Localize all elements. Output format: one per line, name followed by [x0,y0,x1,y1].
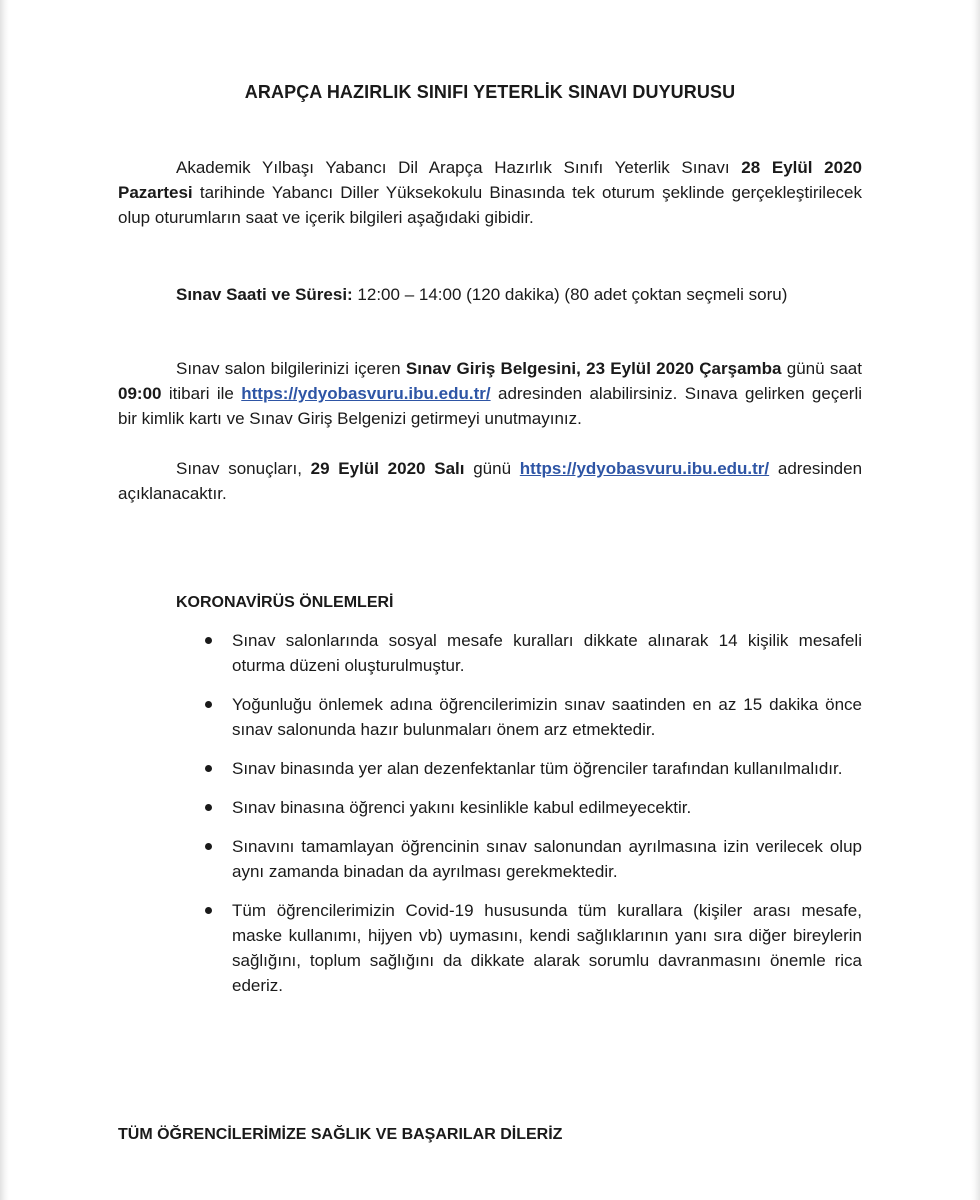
bullet-icon [205,907,212,914]
list-item-text: Sınav binasında yer alan dezenfektanlar tüm öğrenciler tarafından kullanılmalıdır. [232,759,843,778]
entry-text-3: itibari ile [161,384,242,403]
bullet-icon [205,637,212,644]
results-date: 29 Eylül 2020 Salı [310,459,465,478]
exam-time-value: 12:00 – 14:00 (120 dakika) (80 adet çoktan seçmeli soru) [352,285,788,304]
intro-text-1: Akademik Yılbaşı Yabancı Dil Arapça Hazırlık Sınıfı Yeterlik Sınavı [176,158,742,177]
list-item-text: Sınav salonlarında sosyal mesafe kuralları dikkate alınarak 14 kişilik mesafeli oturma düzeni oluşturulmuştur. [232,631,862,675]
application-link[interactable]: https://ydyobasvuru.ibu.edu.tr/ [241,384,491,403]
covid-measures-list [176,628,862,1012]
closing-line: TÜM ÖĞRENCİLERİMİZE SAĞLIK VE BAŞARILAR DİLERİZ [118,1126,563,1143]
bullet-icon [205,765,212,772]
list-item [176,834,862,884]
entry-document-paragraph [118,356,862,431]
entry-time: 09:00 [118,384,162,403]
covid-heading: KORONAVİRÜS ÖNLEMLERİ [176,594,394,611]
page-edge-right [971,0,980,1200]
list-item [176,756,862,781]
exam-time-paragraph [118,282,862,307]
list-item [176,692,862,742]
entry-text-1: Sınav salon bilgilerinizi içeren [176,359,406,378]
bullet-icon [205,804,212,811]
results-text-2: günü [464,459,520,478]
exam-time-label: Sınav Saati ve Süresi: [176,285,353,304]
bullet-icon [205,701,212,708]
list-item-text: Sınav binasına öğrenci yakını kesinlikle kabul edilmeyecektir. [232,798,692,817]
results-paragraph [118,456,862,506]
document-title: ARAPÇA HAZIRLIK SINIFI YETERLİK SINAVI DUYURUSU [244,82,736,102]
bullet-icon [205,843,212,850]
results-text-3: adresinden açıklanacaktır. [118,459,863,503]
page-edge-left [0,0,9,1200]
list-item-text: Yoğunluğu önlemek adına öğrencilerimizin sınav saatinden en az 15 dakika önce sınav salonunda hazır bulunmaları önem arz etmektedir. [232,695,862,739]
intro-text-2: tarihinde Yabancı Diller Yüksekokulu Binasında tek oturum şeklinde gerçekleştirilecek olup oturumların saat ve içerik bilgileri aşağıdaki gibidir. [118,183,862,227]
entry-text-2: günü saat [781,359,862,378]
list-item-text: Tüm öğrencilerimizin Covid-19 hususunda tüm kurallara (kişiler arası mesafe, maske kullanımı, hijyen vb) uymasını, kendi sağlıklarının yanı sıra diğer bireylerin sağlığını, toplum sağlığını da dikkate alarak sorumlu davranmasını önemle rica ederiz. [232,901,862,995]
intro-paragraph [118,155,862,230]
entry-text-4: adresinden alabilirsiniz. Sınava gelirken geçerli bir kimlik kartı ve Sınav Giriş Belgenizi getirmeyi unutmayınız. [118,384,862,428]
results-text-1: Sınav sonuçları, [176,459,311,478]
list-item-text: Sınavını tamamlayan öğrencinin sınav salonundan ayrılmasına izin verilecek olup aynı zamanda binadan da ayrılması gerekmektedir. [232,837,862,881]
exam-date: 28 Eylül 2020 Pazartesi [118,158,862,202]
list-item [176,898,862,998]
entry-document-date: Sınav Giriş Belgesini, 23 Eylül 2020 Çarşamba [405,359,782,378]
results-link[interactable]: https://ydyobasvuru.ibu.edu.tr/ [519,459,770,478]
list-item [176,628,862,678]
list-item [176,795,862,820]
